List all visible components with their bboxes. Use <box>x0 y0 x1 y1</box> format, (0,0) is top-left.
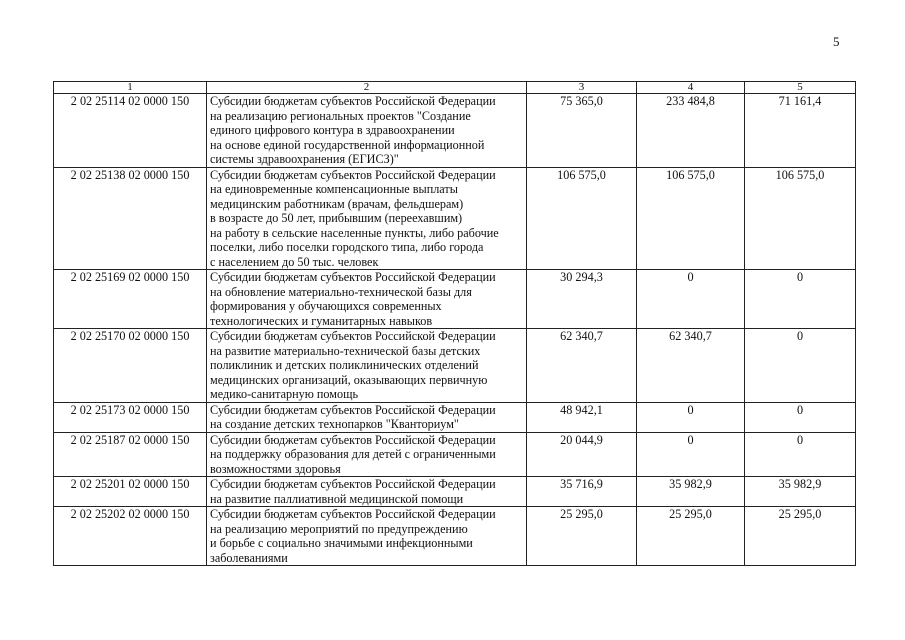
amount-cell-v4: 0 <box>637 402 745 432</box>
amount-cell-v4: 35 982,9 <box>637 477 745 507</box>
amount-cell-v3: 106 575,0 <box>527 167 637 270</box>
budget-code-cell: 2 02 25170 02 0000 150 <box>54 329 207 403</box>
description-line: Субсидии бюджетам субъектов Российской Федерации <box>210 329 496 343</box>
budget-code-cell: 2 02 25114 02 0000 150 <box>54 94 207 168</box>
amount-cell-v5: 0 <box>745 402 856 432</box>
description-line: медицинским работникам (врачам, фельдшерам) <box>210 196 464 211</box>
description-cell <box>207 507 527 566</box>
description-line: заболеваниями <box>210 550 288 565</box>
description-line: Субсидии бюджетам субъектов Российской Федерации <box>210 402 496 417</box>
amount-cell-v4: 0 <box>637 270 745 329</box>
table-row <box>54 507 856 566</box>
description-line: на развитие паллиативной медицинской помощи <box>210 491 464 506</box>
column-header: 5 <box>745 82 856 94</box>
amount-cell-v4: 0 <box>637 432 745 477</box>
description-line: на создание детских технопарков "Кванториум" <box>210 417 459 431</box>
table-row <box>54 167 856 270</box>
budget-code-cell: 2 02 25169 02 0000 150 <box>54 270 207 329</box>
description-line: Субсидии бюджетам субъектов Российской Федерации <box>210 270 496 284</box>
budget-table <box>53 81 856 566</box>
description-cell <box>207 329 527 403</box>
description-line: на реализацию региональных проектов "Создание <box>210 108 471 123</box>
description-line: на реализацию мероприятий по предупреждению <box>210 521 468 536</box>
description-line: на поддержку образования для детей с ограниченными <box>210 447 496 461</box>
budget-code-cell: 2 02 25173 02 0000 150 <box>54 402 207 432</box>
description-cell <box>207 432 527 477</box>
amount-cell-v5: 35 982,9 <box>745 477 856 507</box>
description-line: Субсидии бюджетам субъектов Российской Федерации <box>210 167 496 182</box>
page-number: 5 <box>833 34 840 49</box>
amount-cell-v4: 106 575,0 <box>637 167 745 270</box>
description-line: поселки, либо поселки городского типа, либо города <box>210 240 484 254</box>
amount-cell-v3: 62 340,7 <box>527 329 637 403</box>
description-line: Субсидии бюджетам субъектов Российской Федерации <box>210 94 496 108</box>
table-row <box>54 402 856 432</box>
amount-cell-v5: 0 <box>745 432 856 477</box>
description-cell <box>207 477 527 507</box>
description-line: на основе единой государственной информационной <box>210 137 485 152</box>
description-line: Субсидии бюджетам субъектов Российской Федерации <box>210 432 496 447</box>
amount-cell-v3: 75 365,0 <box>527 94 637 168</box>
amount-cell-v5: 0 <box>745 329 856 403</box>
table-header-row <box>54 82 856 94</box>
description-line: на развитие материально-технической базы детских <box>210 343 481 358</box>
budget-code-cell: 2 02 25187 02 0000 150 <box>54 432 207 477</box>
budget-code-cell: 2 02 25138 02 0000 150 <box>54 167 207 270</box>
description-line: на обновление материально-технической базы для <box>210 284 472 299</box>
amount-cell-v4: 233 484,8 <box>637 94 745 168</box>
amount-cell-v5: 0 <box>745 270 856 329</box>
description-line: единого цифрового контура в здравоохранении <box>210 123 455 137</box>
amount-cell-v5: 25 295,0 <box>745 507 856 566</box>
amount-cell-v5: 106 575,0 <box>745 167 856 270</box>
budget-code-cell: 2 02 25202 02 0000 150 <box>54 507 207 566</box>
amount-cell-v3: 25 295,0 <box>527 507 637 566</box>
budget-code-cell: 2 02 25201 02 0000 150 <box>54 477 207 507</box>
table-row <box>54 94 856 168</box>
table-row <box>54 432 856 477</box>
description-line: формирования у обучающихся современных <box>210 299 442 313</box>
column-header: 3 <box>527 82 637 94</box>
description-line: системы здравоохранения (ЕГИСЗ)" <box>210 152 399 166</box>
description-line: Субсидии бюджетам субъектов Российской Федерации <box>210 507 496 521</box>
description-line: в возрасте до 50 лет, прибывшим (переехавшим) <box>210 211 463 225</box>
table-row <box>54 477 856 507</box>
description-cell <box>207 402 527 432</box>
description-cell <box>207 167 527 270</box>
amount-cell-v3: 20 044,9 <box>527 432 637 477</box>
description-line: и борьбе с социально значимыми инфекционными <box>210 536 473 550</box>
amount-cell-v5: 71 161,4 <box>745 94 856 168</box>
column-header: 4 <box>637 82 745 94</box>
description-line: технологических и гуманитарных навыков <box>210 313 433 328</box>
description-line: на единовременные компенсационные выплаты <box>210 182 458 196</box>
description-cell <box>207 270 527 329</box>
amount-cell-v4: 25 295,0 <box>637 507 745 566</box>
description-line: на работу в сельские населенные пункты, либо рабочие <box>210 225 499 240</box>
description-line: Субсидии бюджетам субъектов Российской Федерации <box>210 477 496 491</box>
table-row <box>54 329 856 403</box>
description-line: медицинских организаций, оказывающих первичную <box>210 372 488 387</box>
amount-cell-v3: 48 942,1 <box>527 402 637 432</box>
description-line: медико-санитарную помощь <box>210 387 359 401</box>
column-header: 1 <box>54 82 207 94</box>
column-header: 2 <box>207 82 527 94</box>
table-row <box>54 270 856 329</box>
description-cell <box>207 94 527 168</box>
amount-cell-v3: 35 716,9 <box>527 477 637 507</box>
amount-cell-v4: 62 340,7 <box>637 329 745 403</box>
description-line: возможностями здоровья <box>210 461 341 476</box>
amount-cell-v3: 30 294,3 <box>527 270 637 329</box>
description-line: с населением до 50 тыс. человек <box>210 254 379 269</box>
description-line: поликлиник и детских поликлинических отделений <box>210 358 479 372</box>
